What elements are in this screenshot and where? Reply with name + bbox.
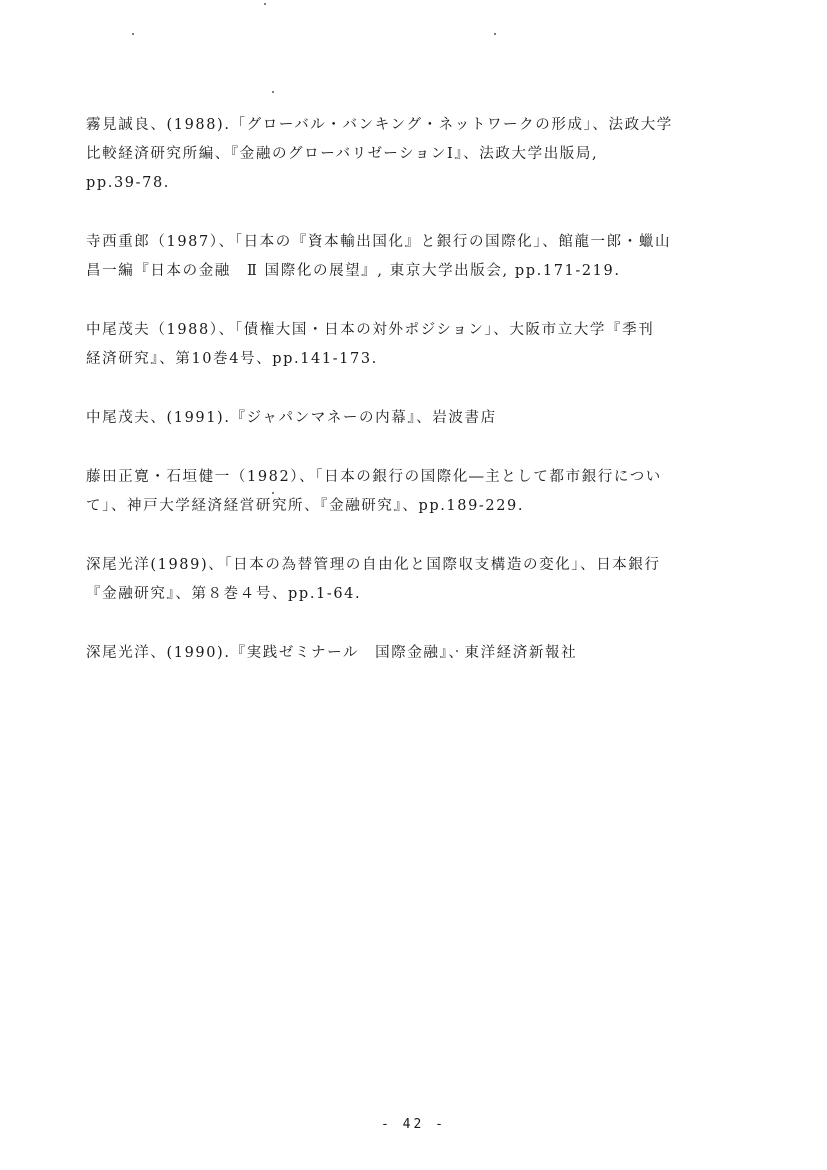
- reference-entry: [86, 111, 758, 198]
- reference-entry: [86, 463, 758, 521]
- reference-entry: [86, 551, 758, 609]
- scan-speck: [272, 91, 274, 93]
- reference-line: て」、神戸大学経済経営研究所、『金融研究』、pp.189-229.: [86, 498, 525, 514]
- reference-line: 深尾光洋、(1990).『実践ゼミナール 国際金融』、東洋経済新報社: [86, 645, 578, 661]
- reference-line: 中尾茂夫（1988）、「債権大国・日本の対外ポジション」、大阪市立大学『季刊: [86, 322, 655, 338]
- reference-line: 昌一編『日本の金融 Ⅱ 国際化の展望』, 東京大学出版会, pp.171-219.: [86, 263, 621, 279]
- scan-speck: [494, 33, 496, 35]
- page-number: - 42 -: [381, 1117, 446, 1132]
- reference-line: 藤田正寛・石垣健一（1982）、「日本の銀行の国際化―主として都市銀行につい: [86, 469, 662, 485]
- reference-entry: [86, 316, 758, 374]
- reference-entry: [86, 639, 758, 668]
- reference-line: 霧見誠良、(1988).「グローバル・バンキング・ネットワークの形成」、法政大学: [86, 117, 673, 133]
- reference-entry: [86, 404, 758, 433]
- reference-list: [86, 111, 758, 698]
- reference-line: 経済研究』、第10巻4号、pp.141-173.: [86, 351, 378, 367]
- reference-line: 『金融研究』、第８巻４号、pp.1-64.: [86, 586, 362, 602]
- reference-line: 深尾光洋(1989)、「日本の為替管理の自由化と国際収支構造の変化」、日本銀行: [86, 557, 661, 573]
- reference-line: 寺西重郎（1987）、「日本の『資本輸出国化』と銀行の国際化」、館龍一郎・蠟山: [86, 234, 672, 250]
- scan-speck: [132, 33, 134, 35]
- scan-speck: [264, 3, 266, 5]
- reference-line: 比較経済研究所編、『金融のグローバリゼーションⅠ』、法政大学出版局,: [86, 146, 599, 162]
- reference-line: pp.39-78.: [86, 175, 170, 191]
- reference-entry: [86, 228, 758, 286]
- reference-line: 中尾茂夫、(1991).『ジャパンマネーの内幕』、岩波書店: [86, 410, 497, 426]
